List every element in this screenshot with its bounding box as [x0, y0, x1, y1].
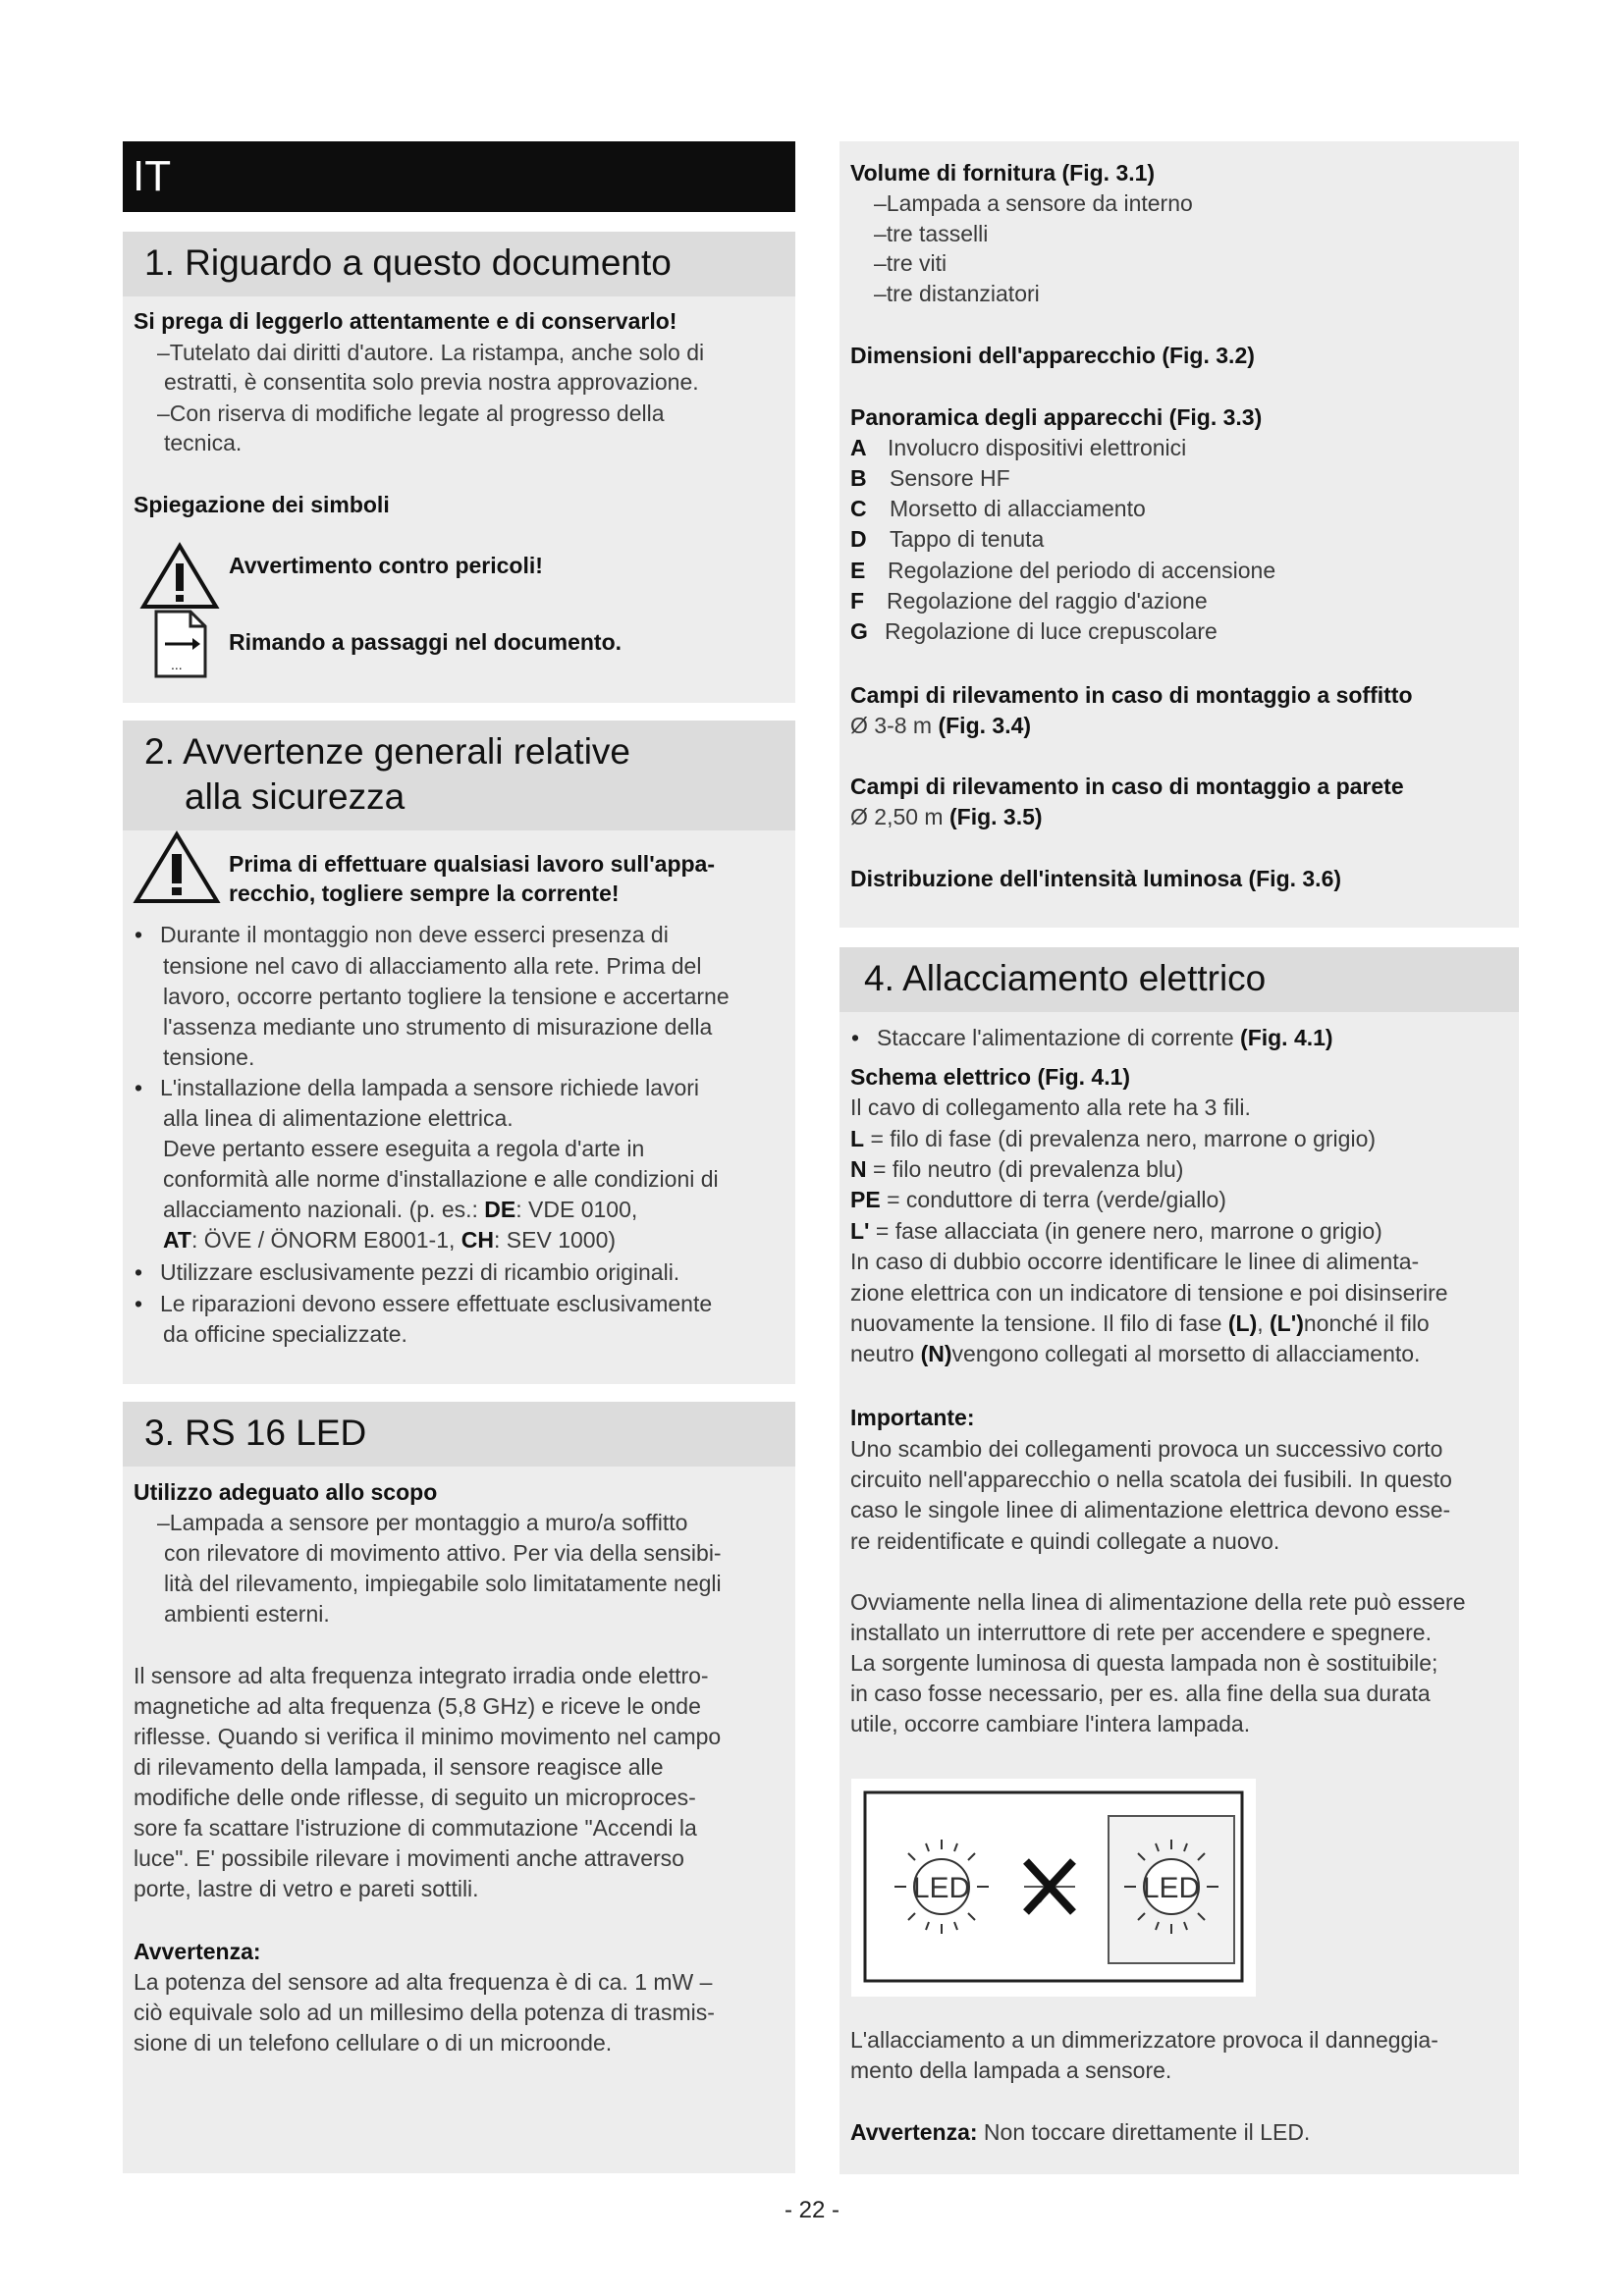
led-label-right: LED [1142, 1872, 1201, 1904]
switch-line: La sorgente luminosa di questa lampada non è sostituibile; [850, 1650, 1438, 1676]
document-reference-icon [153, 609, 208, 679]
symbol-warning-text: Avvertimento contro pericoli! [229, 553, 543, 578]
wire-item: L' = fase allacciata (in genere nero, marrone o grigio) [850, 1218, 1382, 1244]
wire-item: N = filo neutro (di prevalenza blu) [850, 1156, 1184, 1182]
important-line: Uno scambio dei collegamenti provoca un successivo corto [850, 1436, 1443, 1462]
country-ch: CH [460, 1227, 494, 1253]
switch-line: Ovviamente nella linea di alimentazione della rete può essere [850, 1589, 1466, 1615]
section4-title: 4. Allacciamento elettrico [864, 958, 1267, 998]
safety-bullet-4: • Le riparazioni devono essere effettuate esclusivamente [160, 1289, 712, 1319]
doubt-line: zione elettrica con un indicatore di tensione e poi disinserire [850, 1280, 1448, 1306]
wire-item: PE = conduttore di terra (verde/giallo) [850, 1187, 1226, 1212]
safety-bullet-1-line: lavoro, occorre pertanto togliere la tensione e accertarne [163, 984, 730, 1009]
safety-bullet-2: • L'installazione della lampada a sensore richiede lavori [160, 1073, 699, 1103]
note-line: La potenza del sensore ad alta frequenza è di ca. 1 mW – [134, 1969, 713, 1995]
supply-item: –tre viti [874, 250, 947, 276]
intended-use-line: lità del rilevamento, impiegabile solo limitatamente negli [164, 1571, 722, 1596]
warning-triangle-icon [139, 542, 220, 611]
no-dimmer-diagram [851, 1779, 1256, 1997]
safety-bullet-3: • Utilizzare esclusivamente pezzi di ricambio originali. [160, 1257, 679, 1288]
safety-bullet-2-line: Deve pertanto essere eseguita a regola d'arte in [163, 1136, 645, 1161]
safety-bullet-4-line: da officine specializzate. [163, 1321, 407, 1347]
doubt-line: neutro (N)vengono collegati al morsetto di allacciamento. [850, 1341, 1421, 1366]
safety-bullet-2-line: conformità alle norme d'installazione e alle condizioni di [163, 1166, 719, 1192]
warning-triangle-icon [133, 830, 221, 905]
country-at: AT [163, 1227, 191, 1253]
light-distribution-heading: Distribuzione dell'intensità luminosa (Fig. 3.6) [850, 866, 1342, 891]
section1-line: –Tutelato dai diritti d'autore. La ristampa, anche solo di [157, 340, 705, 365]
symbols-heading: Spiegazione dei simboli [134, 492, 390, 517]
overview-item: F Regolazione del raggio d'azione [850, 588, 1208, 614]
hf-sensor-para-line: modifiche delle onde riflesse, di seguito un microproces- [134, 1785, 696, 1810]
section3-title: 3. RS 16 LED [144, 1413, 367, 1453]
disconnect-power-bullet: • Staccare l'alimentazione di corrente (Fig. 4.1) [877, 1023, 1333, 1053]
hf-sensor-para-line: luce". E' possibile rilevare i movimenti anche attraverso [134, 1845, 684, 1871]
supply-item: –tre distanziatori [874, 281, 1040, 306]
section1-title: 1. Riguardo a questo documento [144, 242, 672, 283]
hf-sensor-para-line: sore fa scattare l'istruzione di commutazione "Accendi la [134, 1815, 697, 1841]
overview-item: E Regolazione del periodo di accensione [850, 558, 1276, 583]
safety-bullet-2-standards2 [163, 1225, 616, 1255]
hf-sensor-para-line: magnetiche ad alta frequenza (5,8 GHz) e riceve le onde [134, 1693, 701, 1719]
section1-line: –Con riserva di modifiche legate al progresso della [157, 400, 665, 426]
safety-bullet-1-line: l'assenza mediante uno strumento di misurazione della [163, 1014, 713, 1040]
dimensions-heading: Dimensioni dell'apparecchio (Fig. 3.2) [850, 343, 1255, 368]
supply-item: –tre tasselli [874, 221, 989, 246]
intended-use-heading: Utilizzo adeguato allo scopo [134, 1479, 438, 1505]
svg-text:...: ... [171, 657, 183, 672]
section2-title-line1: 2. Avvertenze generali relative [144, 731, 631, 772]
standards-intro: allacciamento nazionali. (p. es.: [163, 1197, 485, 1222]
note-heading: Avvertenza: [134, 1939, 261, 1964]
safety-bullet-2-standards [163, 1195, 637, 1225]
important-line: circuito nell'apparecchio o nella scatola dei fusibili. In questo [850, 1467, 1452, 1492]
language-label: IT [123, 141, 795, 212]
wall-detection-value: Ø 2,50 m (Fig. 3.5) [850, 804, 1043, 829]
safety-bullet-1-line: tensione nel cavo di allacciamento alla rete. Prima del [163, 953, 702, 979]
safety-warning-line2: recchio, togliere sempre la corrente! [229, 881, 620, 906]
switch-line: utile, occorre cambiare l'intera lampada. [850, 1711, 1251, 1736]
page-number: - 22 - [784, 2197, 839, 2223]
section2-title-line2: alla sicurezza [185, 776, 406, 817]
supply-heading: Volume di fornitura (Fig. 3.1) [850, 160, 1156, 186]
dimmer-line: L'allacciamento a un dimmerizzatore provoca il danneggia- [850, 2027, 1438, 2053]
wiring-diagram-heading: Schema elettrico (Fig. 4.1) [850, 1064, 1131, 1090]
ceiling-detection-value: Ø 3-8 m (Fig. 3.4) [850, 713, 1032, 738]
wall-detection-heading: Campi di rilevamento in caso di montaggio a parete [850, 774, 1404, 799]
doubt-line: In caso di dubbio occorre identificare le linee di alimenta- [850, 1249, 1420, 1274]
section1-line: tecnica. [164, 430, 243, 455]
note-line: ciò equivale solo ad un millesimo della potenza di trasmis- [134, 2000, 715, 2025]
intended-use-line: –Lampada a sensore per montaggio a muro/a soffitto [157, 1510, 688, 1535]
hf-sensor-para-line: di rilevamento della lampada, il sensore reagisce alle [134, 1754, 664, 1780]
country-ch-standard: : SEV 1000) [494, 1227, 617, 1253]
country-at-standard: : ÖVE / ÖNORM E8001-1, [190, 1227, 461, 1253]
supply-item: –Lampada a sensore da interno [874, 190, 1193, 216]
final-note: Avvertenza: Non toccare direttamente il LED. [850, 2119, 1311, 2145]
overview-item: D Tappo di tenuta [850, 526, 1045, 552]
section1-line: estratti, è consentita solo previa nostra approvazione. [164, 369, 699, 395]
overview-item: B Sensore HF [850, 465, 1010, 491]
doubt-line: nuovamente la tensione. Il filo di fase (L), (L')nonché il filo [850, 1310, 1430, 1336]
wire-item: L = filo di fase (di prevalenza nero, marrone o grigio) [850, 1126, 1377, 1151]
safety-bullet-1-line: tensione. [163, 1044, 255, 1070]
important-line: caso le singole linee di alimentazione elettrica devono esse- [850, 1497, 1451, 1522]
dimmer-line: mento della lampada a sensore. [850, 2057, 1172, 2083]
hf-sensor-para-line: Il sensore ad alta frequenza integrato irradia onde elettro- [134, 1663, 709, 1688]
switch-line: installato un interruttore di rete per accendere e spegnere. [850, 1620, 1432, 1645]
symbol-reference-text: Rimando a passaggi nel documento. [229, 629, 623, 655]
wiring-intro: Il cavo di collegamento alla rete ha 3 fili. [850, 1095, 1251, 1120]
section1-lead: Si prega di leggerlo attentamente e di conservarlo! [134, 308, 677, 334]
overview-item: C Morsetto di allacciamento [850, 496, 1146, 521]
intended-use-line: ambienti esterni. [164, 1601, 330, 1627]
country-de: DE [484, 1197, 516, 1222]
ceiling-detection-heading: Campi di rilevamento in caso di montaggio a soffitto [850, 682, 1413, 708]
safety-bullet-2-line: alla linea di alimentazione elettrica. [163, 1105, 514, 1131]
led-label-left: LED [912, 1872, 971, 1904]
important-heading: Importante: [850, 1405, 975, 1430]
safety-warning-line1: Prima di effettuare qualsiasi lavoro sull'appa- [229, 851, 716, 877]
note-line: sione di un telefono cellulare o di un microonde. [134, 2030, 613, 2056]
intended-use-line: con rilevatore di movimento attivo. Per via della sensibi- [164, 1540, 722, 1566]
switch-line: in caso fosse necessario, per es. alla fine della sua durata [850, 1681, 1431, 1706]
overview-item: G Regolazione di luce crepuscolare [850, 618, 1218, 644]
overview-item: A Involucro dispositivi elettronici [850, 435, 1187, 460]
overview-heading: Panoramica degli apparecchi (Fig. 3.3) [850, 404, 1263, 430]
hf-sensor-para-line: riflesse. Quando si verifica il minimo movimento nel campo [134, 1724, 722, 1749]
country-de-standard: : VDE 0100, [515, 1197, 638, 1222]
hf-sensor-para-line: porte, lastre di vetro e pareti sottili. [134, 1876, 479, 1901]
safety-bullet-1: • Durante il montaggio non deve esserci presenza di [160, 920, 669, 950]
important-line: re reidentificate e quindi collegate a nuovo. [850, 1528, 1280, 1554]
